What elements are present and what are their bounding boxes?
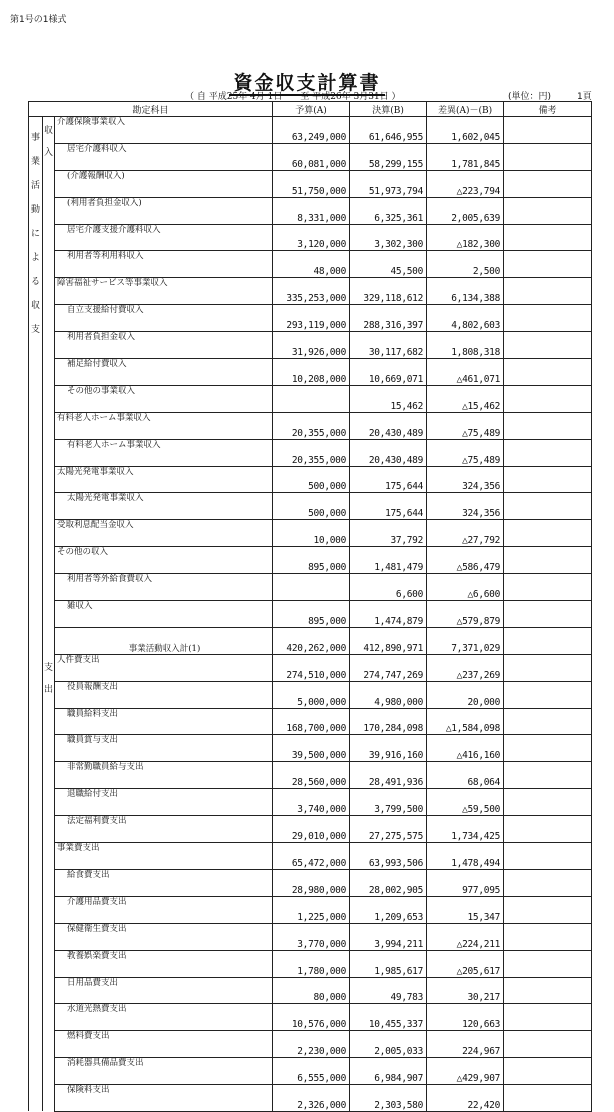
table-row bbox=[29, 1058, 592, 1085]
account-name bbox=[55, 1085, 273, 1112]
account-name bbox=[55, 1031, 273, 1058]
diff-value: △1,584,098 bbox=[427, 708, 504, 735]
table-row bbox=[29, 1031, 592, 1058]
account-name bbox=[55, 224, 273, 251]
account-label: 職員給料支出 bbox=[67, 708, 119, 719]
diff-value: 1,734,425 bbox=[427, 816, 504, 843]
budget-value: 895,000 bbox=[273, 601, 350, 628]
header-diff: 差異(A)－(B) bbox=[427, 102, 504, 117]
diff-value: △223,794 bbox=[427, 170, 504, 197]
budget-value: 63,249,000 bbox=[273, 117, 350, 144]
expense-label: 支 出 bbox=[43, 663, 53, 696]
budget-value: 28,560,000 bbox=[273, 762, 350, 789]
actual-value: 61,646,955 bbox=[350, 117, 427, 144]
table-row bbox=[29, 385, 592, 412]
diff-value: 1,478,494 bbox=[427, 843, 504, 870]
diff-value: △27,792 bbox=[427, 520, 504, 547]
note-cell bbox=[504, 359, 592, 386]
diff-value: 324,356 bbox=[427, 466, 504, 493]
account-name bbox=[55, 654, 273, 681]
account-name bbox=[55, 843, 273, 870]
actual-value: 2,005,033 bbox=[350, 1031, 427, 1058]
diff-value: 324,356 bbox=[427, 493, 504, 520]
cash-flow-table bbox=[28, 101, 592, 1112]
diff-value: 68,064 bbox=[427, 762, 504, 789]
actual-value: 412,890,971 bbox=[350, 627, 427, 654]
account-name bbox=[55, 1058, 273, 1085]
note-cell bbox=[504, 681, 592, 708]
actual-value: 329,118,612 bbox=[350, 278, 427, 305]
diff-value: 2,005,639 bbox=[427, 197, 504, 224]
table-row bbox=[29, 439, 592, 466]
actual-value: 1,209,653 bbox=[350, 896, 427, 923]
budget-value: 293,119,000 bbox=[273, 305, 350, 332]
actual-value: 39,916,160 bbox=[350, 735, 427, 762]
account-label: その他の事業収入 bbox=[67, 385, 136, 396]
header-actual: 決算(B) bbox=[350, 102, 427, 117]
account-name bbox=[55, 950, 273, 977]
diff-value: △461,071 bbox=[427, 359, 504, 386]
account-label: 太陽光発電事業収入 bbox=[57, 466, 134, 477]
budget-value: 10,576,000 bbox=[273, 1004, 350, 1031]
note-cell bbox=[504, 251, 592, 278]
account-label: 教養娯楽費支出 bbox=[67, 950, 127, 961]
actual-value: 63,993,506 bbox=[350, 843, 427, 870]
actual-value: 175,644 bbox=[350, 466, 427, 493]
account-name bbox=[55, 708, 273, 735]
diff-value: △579,879 bbox=[427, 601, 504, 628]
actual-value: 6,984,907 bbox=[350, 1058, 427, 1085]
diff-value: △416,160 bbox=[427, 735, 504, 762]
note-cell bbox=[504, 547, 592, 574]
actual-value: 20,430,489 bbox=[350, 412, 427, 439]
diff-value: 1,602,045 bbox=[427, 117, 504, 144]
table-row bbox=[29, 493, 592, 520]
actual-value: 6,600 bbox=[350, 574, 427, 601]
note-cell bbox=[504, 869, 592, 896]
actual-value: 28,491,936 bbox=[350, 762, 427, 789]
table-row bbox=[29, 789, 592, 816]
budget-value: 3,120,000 bbox=[273, 224, 350, 251]
budget-value: 5,000,000 bbox=[273, 681, 350, 708]
table-row bbox=[29, 950, 592, 977]
budget-value: 31,926,000 bbox=[273, 332, 350, 359]
diff-value: 977,095 bbox=[427, 869, 504, 896]
actual-value: 2,303,580 bbox=[350, 1085, 427, 1112]
account-name bbox=[55, 977, 273, 1004]
actual-value: 170,284,098 bbox=[350, 708, 427, 735]
account-name bbox=[55, 359, 273, 386]
form-number: 第1号の1様式 bbox=[10, 15, 67, 25]
table-row bbox=[29, 170, 592, 197]
account-label: その他の収入 bbox=[57, 547, 109, 558]
actual-value: 28,002,905 bbox=[350, 869, 427, 896]
account-label: 太陽光発電事業収入 bbox=[67, 493, 144, 504]
actual-value: 51,973,794 bbox=[350, 170, 427, 197]
table-row bbox=[29, 843, 592, 870]
account-label: 消耗器具備品費支出 bbox=[67, 1058, 144, 1069]
budget-value: 274,510,000 bbox=[273, 654, 350, 681]
budget-value: 10,000 bbox=[273, 520, 350, 547]
diff-value: 224,967 bbox=[427, 1031, 504, 1058]
note-cell bbox=[504, 466, 592, 493]
actual-value: 45,500 bbox=[350, 251, 427, 278]
account-name bbox=[55, 574, 273, 601]
budget-value: 1,225,000 bbox=[273, 896, 350, 923]
budget-value: 48,000 bbox=[273, 251, 350, 278]
header-budget: 予算(A) bbox=[273, 102, 350, 117]
actual-value: 10,669,071 bbox=[350, 359, 427, 386]
budget-value: 65,472,000 bbox=[273, 843, 350, 870]
actual-value: 175,644 bbox=[350, 493, 427, 520]
actual-value: 1,985,617 bbox=[350, 950, 427, 977]
account-label: 役員報酬支出 bbox=[67, 681, 119, 692]
budget-value: 20,355,000 bbox=[273, 412, 350, 439]
table-row bbox=[29, 869, 592, 896]
diff-value: △59,500 bbox=[427, 789, 504, 816]
diff-value: △75,489 bbox=[427, 439, 504, 466]
budget-value: 2,326,000 bbox=[273, 1085, 350, 1112]
account-label: 雑収入 bbox=[67, 601, 93, 612]
diff-value: 1,808,318 bbox=[427, 332, 504, 359]
actual-value: 288,316,397 bbox=[350, 305, 427, 332]
actual-value: 30,117,682 bbox=[350, 332, 427, 359]
actual-value: 49,783 bbox=[350, 977, 427, 1004]
income-label-cell bbox=[43, 117, 55, 655]
account-name bbox=[55, 627, 273, 654]
actual-value: 3,994,211 bbox=[350, 923, 427, 950]
account-label: 事業活動収入計(1) bbox=[128, 643, 201, 654]
account-label: 日用品費支出 bbox=[67, 977, 119, 988]
account-label: 給食費支出 bbox=[67, 869, 110, 880]
diff-value: 20,000 bbox=[427, 681, 504, 708]
diff-value: 15,347 bbox=[427, 896, 504, 923]
budget-value: 20,355,000 bbox=[273, 439, 350, 466]
table-row bbox=[29, 977, 592, 1004]
account-name bbox=[55, 789, 273, 816]
diff-value: 4,802,603 bbox=[427, 305, 504, 332]
account-name bbox=[55, 332, 273, 359]
budget-value: 168,700,000 bbox=[273, 708, 350, 735]
account-label: 保険料支出 bbox=[67, 1085, 110, 1096]
table-row bbox=[29, 601, 592, 628]
table-row bbox=[29, 923, 592, 950]
actual-value: 15,462 bbox=[350, 385, 427, 412]
note-cell bbox=[504, 627, 592, 654]
diff-value: △182,300 bbox=[427, 224, 504, 251]
note-cell bbox=[504, 896, 592, 923]
account-name bbox=[55, 762, 273, 789]
page-number: 1頁 bbox=[577, 92, 592, 102]
table-body bbox=[29, 117, 592, 1112]
table-row bbox=[29, 278, 592, 305]
header-row bbox=[29, 102, 592, 117]
table-row bbox=[29, 305, 592, 332]
note-cell bbox=[504, 305, 592, 332]
account-name bbox=[55, 466, 273, 493]
budget-value: 28,980,000 bbox=[273, 869, 350, 896]
account-name bbox=[55, 493, 273, 520]
header-note: 備考 bbox=[504, 102, 592, 117]
account-label: 居宅介護支援介護料収入 bbox=[67, 224, 161, 235]
note-cell bbox=[504, 1058, 592, 1085]
actual-value: 3,799,500 bbox=[350, 789, 427, 816]
table-row bbox=[29, 681, 592, 708]
table-row bbox=[29, 466, 592, 493]
budget-value: 3,770,000 bbox=[273, 923, 350, 950]
account-name bbox=[55, 681, 273, 708]
diff-value: 1,781,845 bbox=[427, 143, 504, 170]
account-name bbox=[55, 816, 273, 843]
budget-value: 2,230,000 bbox=[273, 1031, 350, 1058]
account-name bbox=[55, 412, 273, 439]
account-name bbox=[55, 278, 273, 305]
account-name bbox=[55, 439, 273, 466]
account-label: 事業費支出 bbox=[57, 843, 100, 854]
income-label: 収 入 bbox=[43, 126, 53, 158]
table-row bbox=[29, 1004, 592, 1031]
account-label: 利用者負担金収入 bbox=[67, 332, 136, 343]
account-name bbox=[55, 923, 273, 950]
diff-value: △237,269 bbox=[427, 654, 504, 681]
note-cell bbox=[504, 977, 592, 1004]
table-row bbox=[29, 197, 592, 224]
table-row bbox=[29, 735, 592, 762]
table-row bbox=[29, 117, 592, 144]
diff-value: 2,500 bbox=[427, 251, 504, 278]
account-name bbox=[55, 735, 273, 762]
table-row bbox=[29, 251, 592, 278]
account-label: 介護用品費支出 bbox=[67, 896, 127, 907]
note-cell bbox=[504, 654, 592, 681]
header-account: 勘定科目 bbox=[29, 102, 273, 117]
expense-label-cell bbox=[43, 654, 55, 1111]
table-row bbox=[29, 896, 592, 923]
table-row bbox=[29, 224, 592, 251]
note-cell bbox=[504, 574, 592, 601]
account-label: 利用者等外給食費収入 bbox=[67, 574, 153, 585]
account-name bbox=[55, 117, 273, 144]
budget-value: 39,500,000 bbox=[273, 735, 350, 762]
note-cell bbox=[504, 601, 592, 628]
account-label: 障害福祉サービス等事業収入 bbox=[57, 278, 168, 289]
note-cell bbox=[504, 843, 592, 870]
actual-value: 274,747,269 bbox=[350, 654, 427, 681]
budget-value: 80,000 bbox=[273, 977, 350, 1004]
actual-value: 3,302,300 bbox=[350, 224, 427, 251]
account-name bbox=[55, 601, 273, 628]
budget-value bbox=[273, 574, 350, 601]
note-cell bbox=[504, 143, 592, 170]
table-row bbox=[29, 762, 592, 789]
diff-value: 7,371,029 bbox=[427, 627, 504, 654]
budget-value bbox=[273, 385, 350, 412]
table-row bbox=[29, 412, 592, 439]
actual-value: 6,325,361 bbox=[350, 197, 427, 224]
table-row bbox=[29, 1085, 592, 1112]
category-cell bbox=[29, 117, 43, 1112]
account-label: 補足給付費収入 bbox=[67, 359, 127, 370]
actual-value: 1,474,879 bbox=[350, 601, 427, 628]
account-label: 受取利息配当金収入 bbox=[57, 520, 134, 531]
note-cell bbox=[504, 385, 592, 412]
table-row bbox=[29, 654, 592, 681]
budget-value: 420,262,000 bbox=[273, 627, 350, 654]
account-label: 居宅介護料収入 bbox=[67, 143, 127, 154]
note-cell bbox=[504, 197, 592, 224]
note-cell bbox=[504, 708, 592, 735]
actual-value: 37,792 bbox=[350, 520, 427, 547]
account-label: 保健衛生費支出 bbox=[67, 923, 127, 934]
note-cell bbox=[504, 412, 592, 439]
diff-value: △586,479 bbox=[427, 547, 504, 574]
account-name bbox=[55, 251, 273, 278]
account-name bbox=[55, 143, 273, 170]
note-cell bbox=[504, 117, 592, 144]
title-text: 資金収支計算書 bbox=[229, 72, 384, 96]
table-row bbox=[29, 816, 592, 843]
account-label: 退職給付支出 bbox=[67, 789, 119, 800]
account-name bbox=[55, 896, 273, 923]
account-name bbox=[55, 1004, 273, 1031]
diff-value: 6,134,388 bbox=[427, 278, 504, 305]
category-label: 事 業 活 動 に よ る 収 支 bbox=[30, 133, 40, 335]
account-label: 有料老人ホーム事業収入 bbox=[57, 412, 151, 423]
budget-value: 500,000 bbox=[273, 493, 350, 520]
diff-value: △224,211 bbox=[427, 923, 504, 950]
budget-value: 51,750,000 bbox=[273, 170, 350, 197]
note-cell bbox=[504, 923, 592, 950]
budget-value: 29,010,000 bbox=[273, 816, 350, 843]
table-row bbox=[29, 359, 592, 386]
budget-value: 895,000 bbox=[273, 547, 350, 574]
actual-value: 58,299,155 bbox=[350, 143, 427, 170]
table-row bbox=[29, 143, 592, 170]
table-row bbox=[29, 708, 592, 735]
note-cell bbox=[504, 520, 592, 547]
actual-value: 10,455,337 bbox=[350, 1004, 427, 1031]
note-cell bbox=[504, 816, 592, 843]
account-label: 非常勤職員給与支出 bbox=[67, 762, 144, 773]
diff-value: △6,600 bbox=[427, 574, 504, 601]
note-cell bbox=[504, 950, 592, 977]
note-cell bbox=[504, 332, 592, 359]
account-name bbox=[55, 305, 273, 332]
note-cell bbox=[504, 493, 592, 520]
unit-label: (単位：円) bbox=[508, 92, 552, 102]
note-cell bbox=[504, 170, 592, 197]
account-name bbox=[55, 520, 273, 547]
table-row bbox=[29, 520, 592, 547]
diff-value: △75,489 bbox=[427, 412, 504, 439]
account-label: 燃料費支出 bbox=[67, 1031, 110, 1042]
budget-value: 1,780,000 bbox=[273, 950, 350, 977]
table-row bbox=[29, 332, 592, 359]
diff-value: 22,420 bbox=[427, 1085, 504, 1112]
account-label: 介護保険事業収入 bbox=[57, 117, 126, 127]
note-cell bbox=[504, 439, 592, 466]
table-row bbox=[29, 574, 592, 601]
account-name bbox=[55, 197, 273, 224]
note-cell bbox=[504, 1004, 592, 1031]
actual-value: 1,481,479 bbox=[350, 547, 427, 574]
budget-value: 10,208,000 bbox=[273, 359, 350, 386]
account-label: (利用者負担金収入) bbox=[67, 197, 142, 208]
account-label: 人件費支出 bbox=[57, 654, 100, 665]
account-label: 利用者等利用料収入 bbox=[67, 251, 144, 262]
actual-value: 20,430,489 bbox=[350, 439, 427, 466]
account-label: 職員賞与支出 bbox=[67, 735, 119, 746]
diff-value: 30,217 bbox=[427, 977, 504, 1004]
budget-value: 8,331,000 bbox=[273, 197, 350, 224]
period: （ 自 平成25年 4月 1日 至 平成26年 3月31日 ） bbox=[185, 92, 401, 102]
diff-value: △205,617 bbox=[427, 950, 504, 977]
account-label: 水道光熱費支出 bbox=[67, 1004, 127, 1015]
note-cell bbox=[504, 278, 592, 305]
budget-value: 335,253,000 bbox=[273, 278, 350, 305]
note-cell bbox=[504, 224, 592, 251]
account-name bbox=[55, 385, 273, 412]
account-label: (介護報酬収入) bbox=[67, 170, 125, 181]
actual-value: 4,980,000 bbox=[350, 681, 427, 708]
budget-value: 3,740,000 bbox=[273, 789, 350, 816]
account-label: 法定福利費支出 bbox=[67, 816, 127, 827]
note-cell bbox=[504, 762, 592, 789]
diff-value: 120,663 bbox=[427, 1004, 504, 1031]
table-row bbox=[29, 627, 592, 654]
account-name bbox=[55, 170, 273, 197]
account-label: 自立支援給付費収入 bbox=[67, 305, 144, 316]
budget-value: 500,000 bbox=[273, 466, 350, 493]
account-label: 有料老人ホーム事業収入 bbox=[67, 439, 161, 450]
budget-value: 6,555,000 bbox=[273, 1058, 350, 1085]
note-cell bbox=[504, 1085, 592, 1112]
diff-value: △429,907 bbox=[427, 1058, 504, 1085]
diff-value: △15,462 bbox=[427, 385, 504, 412]
actual-value: 27,275,575 bbox=[350, 816, 427, 843]
note-cell bbox=[504, 1031, 592, 1058]
note-cell bbox=[504, 735, 592, 762]
budget-value: 60,081,000 bbox=[273, 143, 350, 170]
table-row bbox=[29, 547, 592, 574]
account-name bbox=[55, 547, 273, 574]
note-cell bbox=[504, 789, 592, 816]
account-name bbox=[55, 869, 273, 896]
